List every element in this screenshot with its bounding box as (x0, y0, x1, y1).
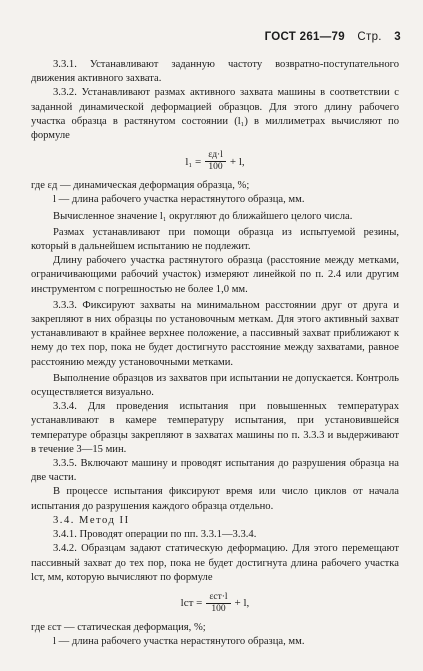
formula-l1 (31, 145, 399, 178)
formula-lst (31, 587, 399, 620)
paragraph-rounding: Вычисленное значение l₁ округляют до ближайшего целого числа. (53, 210, 353, 222)
paragraph-3-3-5: 3.3.5. Включают машину и проводят испытания до разрушения образца на две части. (31, 458, 399, 484)
formula-lst-denominator: 100 (211, 603, 226, 614)
paragraph-3-3-4: 3.3.4. Для проведения испытания при повышенных температурах устанавливают в камере температуру испытания, при установившейся температуре образцы закрепляют в захватах машины по п. 3.3.3 и выдерживают в течение 3—15 мин. (31, 401, 399, 455)
formula-l1-fraction (205, 150, 226, 173)
formula-l1-rhs: + l, (229, 155, 245, 168)
formula-lst-numerator: εст·l (206, 592, 230, 604)
formula-lst-rhs: + l, (234, 597, 250, 610)
where-static-deformation: где εст — статическая деформация, %; (31, 621, 206, 633)
paragraph-cycles: В процессе испытания фиксируют время или число циклов от начала испытания до разрушения каждого образца отдельно. (31, 486, 399, 512)
formula-l1-numerator: εд·l (205, 150, 226, 162)
formula-l1-denominator: 100 (208, 162, 223, 173)
paragraph-3-3-3: 3.3.3. Фиксируют захваты на минимальном расстоянии друг от друга и закрепляют в них образцы по установочным меткам. Для этого активный захват устанавливают в крайнее верхнее положение, а пассивный захват приближают к нему до тех пор, пока не будет достигнуто расстояние между захватами, равное расстоянию между установочными метками. (31, 299, 399, 368)
document-body (31, 58, 399, 649)
where-dynamic-deformation: где εд — динамическая деформация образца, %; (31, 180, 250, 192)
formula-lst-fraction (206, 592, 230, 615)
standard-code: ГОСТ 261—79 (264, 31, 345, 43)
formula-lst-lhs: lст = (180, 597, 203, 610)
where-length-l: l — длина рабочего участка нерастянутого образца, мм. (53, 194, 305, 206)
paragraph-3-4-2: 3.4.2. Образцам задают статическую деформацию. Для этого перемещают пассивный захват до тех пор, пока не будет достигнута длина рабочего участка lст, мм, которую вычисляют по формуле (31, 543, 399, 583)
paragraph-3-4-1: 3.4.1. Проводят операции по пп. 3.3.1—3.3.4. (53, 529, 257, 541)
paragraph-control: Выполнение образцов из захватов при испытании не допускается. Контроль осуществляется визуально. (31, 372, 399, 399)
page-header (256, 31, 401, 43)
paragraph-range-setup: Размах устанавливают при помощи образца из испытуемой резины, который в дальнейшем испытанию не подлежит. (31, 226, 399, 253)
paragraph-length-measure: Длину рабочего участка растянутого образца (расстояние между метками, ограничивающими рабочий участок) измеряют линейкой по п. 2.4 или другим инструментом с погрешностью не более 1,0 мм. (31, 255, 399, 295)
page-number: 3 (394, 31, 401, 43)
section-3-4-title: 3.4. Метод II (53, 514, 130, 526)
where-length-l-2: l — длина рабочего участка нерастянутого образца, мм. (53, 636, 305, 648)
paragraph-3-3-2: 3.3.2. Устанавливают размах активного захвата машины в соответствии с заданной динамической деформацией образцов. Для этого длину рабочего участка образца в растянутом состоянии (l₁) в миллиметрах вычисляют по формуле (31, 87, 399, 142)
page-label: Стр. (357, 31, 382, 43)
formula-l1-lhs: l₁ = (185, 155, 202, 168)
paragraph-3-3-1: 3.3.1. Устанавливают заданную частоту возвратно-поступательного движения активного захвата. (31, 59, 399, 85)
